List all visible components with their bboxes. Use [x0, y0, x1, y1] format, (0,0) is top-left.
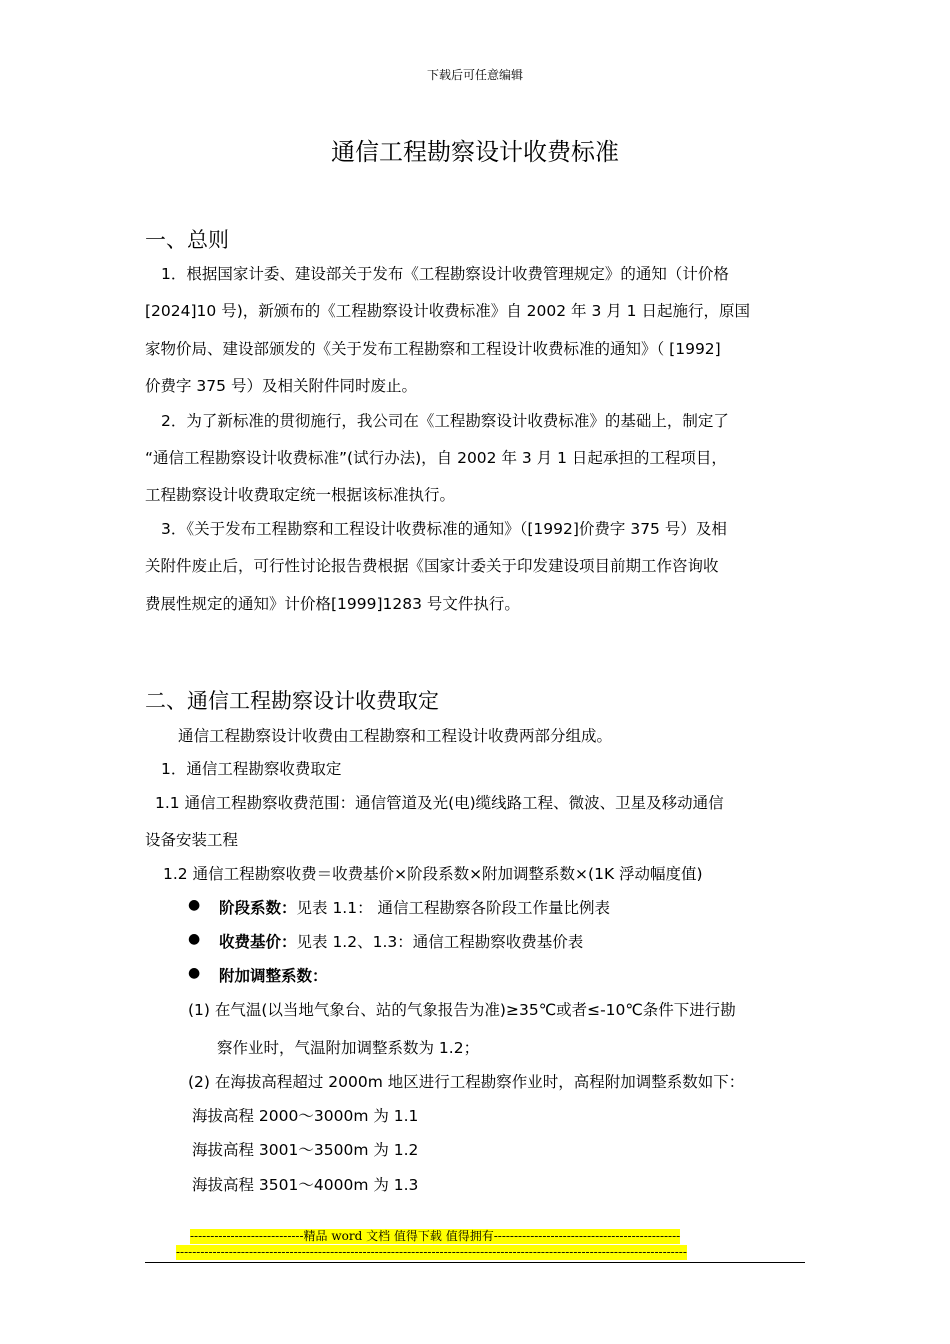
footer-banner-line2: ------------------------------------------------------------------------------------------------------------------------------ — [176, 1245, 687, 1259]
section1-line: 工程勘察设计收费取定统一根据该标准执行。 — [145, 486, 456, 504]
condition-1-line2: 察作业时，气温附加调整系数为 1.2； — [217, 1039, 480, 1057]
bullet-text: 见表 1.2、1.3：通信工程勘察收费基价表 — [296, 933, 584, 951]
bullet-icon: ● — [188, 897, 201, 913]
document-title: 通信工程勘察设计收费标准 — [331, 138, 619, 166]
bullet-icon: ● — [188, 965, 201, 981]
condition-2: (2) 在海拔高程超过 2000m 地区进行工程勘察作业时，高程附加调整系数如下： — [188, 1073, 745, 1091]
item-1-1-line1: 1.1 通信工程勘察收费范围：通信管道及光(电)缆线路工程、微波、卫星及移动通信 — [155, 794, 724, 812]
altitude-item: 海拔高程 3501～4000m 为 1.3 — [192, 1176, 419, 1194]
section1-line: 关附件废止后，可行性讨论报告费根据《国家计委关于印发建设项目前期工作咨询收 — [145, 557, 719, 575]
section1-line: 家物价局、建设部颁发的《关于发布工程勘察和工程设计收费标准的通知》（ [1992] — [145, 340, 721, 358]
altitude-item: 海拔高程 2000～3000m 为 1.1 — [192, 1107, 419, 1125]
bullet-text: 见表 1.1： 通信工程勘察各阶段工作量比例表 — [296, 899, 611, 917]
bullet-label: 收费基价： — [219, 933, 297, 951]
section1-line: [2024]10 号)，新颁布的《工程勘察设计收费标准》自 2002 年 3 月 1 日起施行，原国 — [145, 302, 750, 320]
footer-banner-line1: ----------------------------精品 word 文档 值得下载 值得拥有---------------------------------------------- — [190, 1229, 681, 1243]
bullet-item-adjustment — [219, 964, 328, 986]
item-1: 1．通信工程勘察收费取定 — [161, 760, 342, 778]
section1-line: 价费字 375 号）及相关附件同时废止。 — [145, 377, 417, 395]
condition-1-line1: (1) 在气温(以当地气象台、站的气象报告为准)≥35℃或者≤-10℃条件下进行勘 — [188, 1001, 736, 1019]
bullet-item-base-price — [219, 930, 583, 952]
footer-divider — [145, 1262, 805, 1263]
header-note: 下载后可任意编辑 — [426, 68, 523, 82]
section2-heading: 二、通信工程勘察设计收费取定 — [145, 689, 439, 713]
bullet-label: 阶段系数： — [219, 899, 297, 917]
bullet-icon: ● — [188, 931, 201, 947]
item-1-2: 1.2 通信工程勘察收费＝收费基价×阶段系数×附加调整系数×(1K 浮动幅度值) — [163, 865, 703, 883]
item-1-1-line2: 设备安装工程 — [145, 831, 239, 849]
bullet-item-stage-coefficient — [219, 896, 610, 918]
section1-line: 3．《关于发布工程勘察和工程设计收费标准的通知》（[1992]价费字 375 号）及相 — [161, 520, 727, 538]
section1-line: 2．为了新标准的贯彻施行，我公司在《工程勘察设计收费标准》的基础上，制定了 — [161, 412, 729, 430]
section1-line: “通信工程勘察设计收费标准”(试行办法)，自 2002 年 3 月 1 日起承担的工程项目， — [145, 449, 727, 467]
section1-heading: 一、总则 — [145, 228, 229, 252]
section2-intro: 通信工程勘察设计收费由工程勘察和工程设计收费两部分组成。 — [178, 727, 613, 745]
altitude-item: 海拔高程 3001～3500m 为 1.2 — [192, 1141, 419, 1159]
section1-line: 1．根据国家计委、建设部关于发布《工程勘察设计收费管理规定》的通知（计价格 — [161, 265, 729, 283]
bullet-label: 附加调整系数： — [219, 967, 328, 985]
section1-line: 费展性规定的通知》计价格[1999]1283 号文件执行。 — [145, 595, 520, 613]
